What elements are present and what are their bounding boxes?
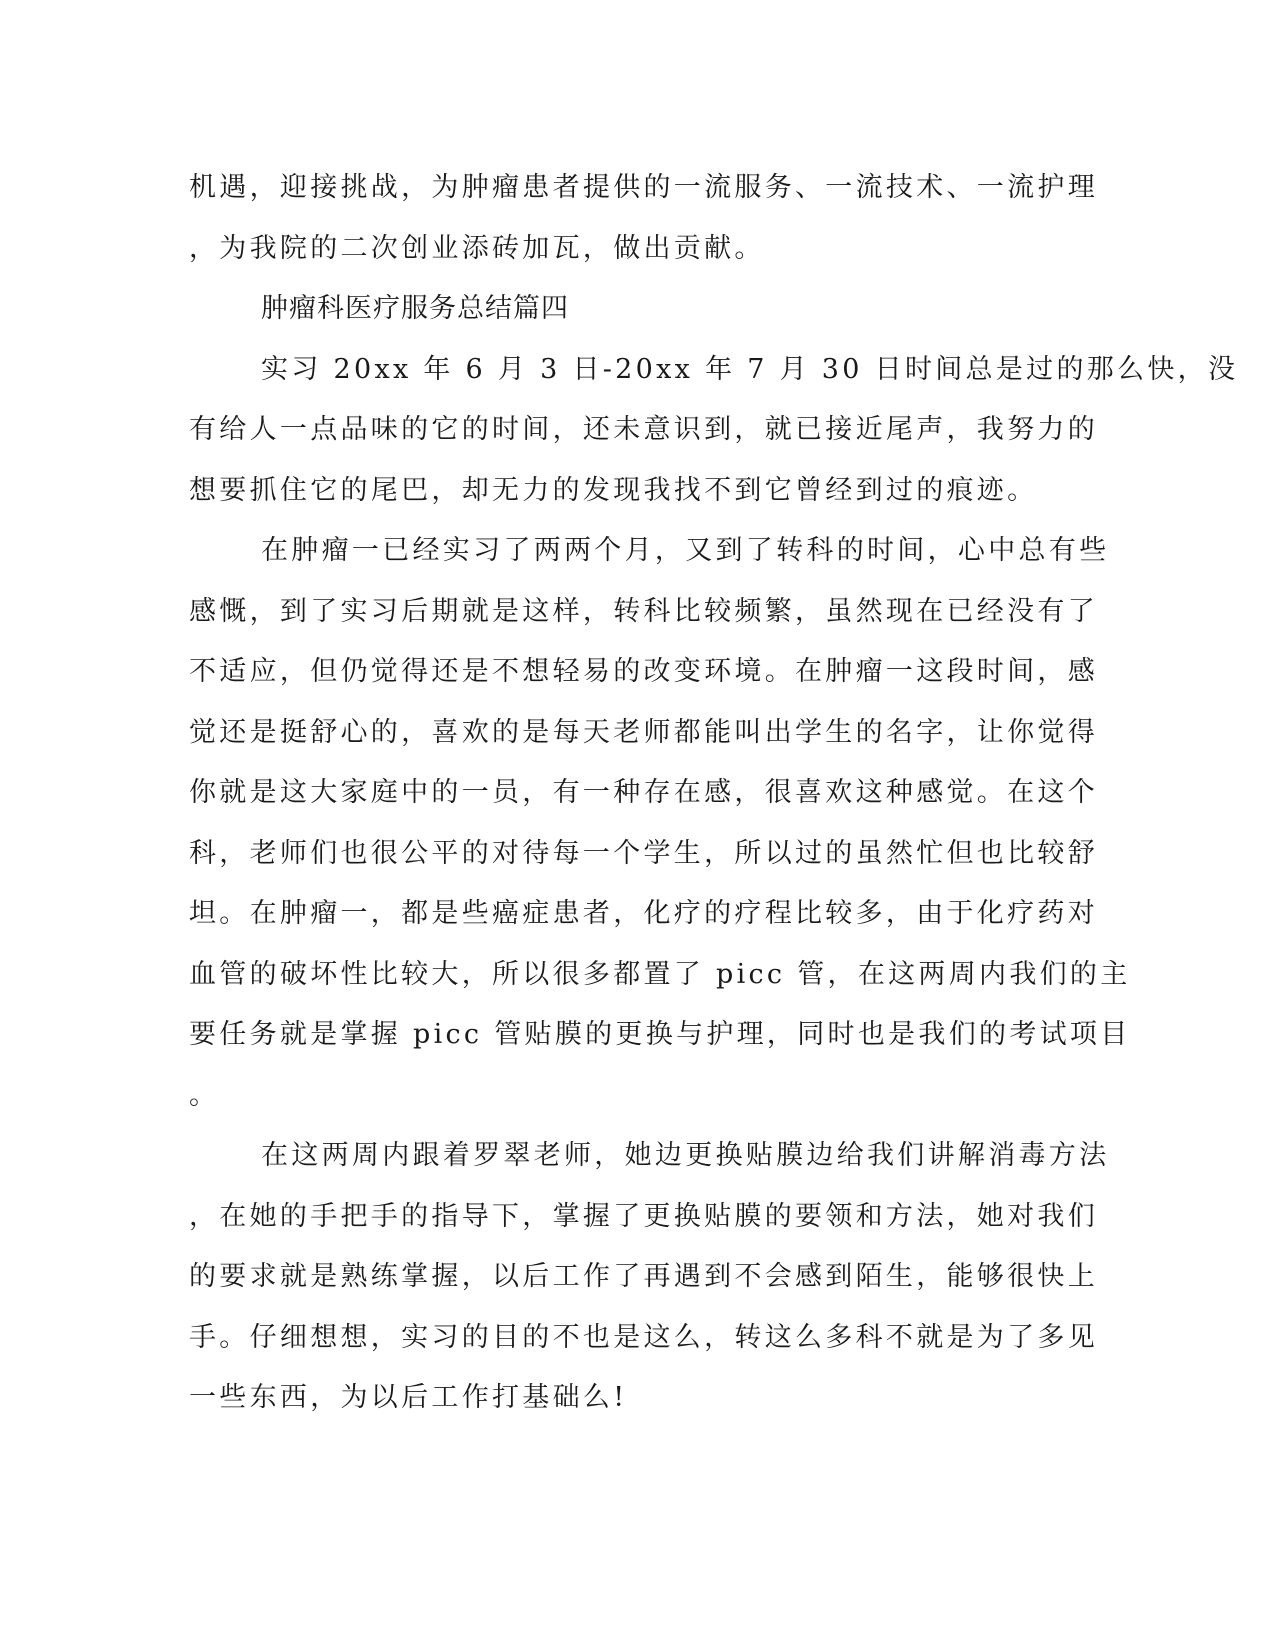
text-line: 一些东西，为以后工作打基础么!: [189, 1382, 628, 1413]
text-line: 要任务就是掌握 picc 管贴膜的更换与护理，同时也是我们的考试项目: [189, 1019, 1131, 1050]
text-line: 机遇，迎接挑战，为肿瘤患者提供的一流服务、一流技术、一流护理: [189, 172, 1098, 203]
text-line: 科，老师们也很公平的对待每一个学生，所以过的虽然忙但也比较舒: [189, 837, 1098, 869]
text-line: 有给人一点品味的它的时间，还未意识到，就已接近尾声，我努力的: [189, 414, 1098, 445]
paragraph-first-line: 在肿瘤一已经实习了两两个月，又到了转科的时间，心中总有些: [261, 535, 1110, 566]
text-line: 觉还是挺舒心的，喜欢的是每天老师都能叫出学生的名字，让你觉得: [189, 716, 1098, 748]
text-line: 的要求就是熟练掌握，以后工作了再遇到不会感到陌生，能够很快上: [189, 1261, 1098, 1292]
text-line: 感慨，到了实习后期就是这样，转科比较频繁，虽然现在已经没有了: [189, 595, 1098, 627]
text-line: ，在她的手把手的指导下，掌握了更换贴膜的要领和方法，她对我们: [189, 1200, 1098, 1232]
paragraph-first-line: 实习 20xx 年 6 月 3 日-20xx 年 7 月 30 日时间总是过的那么快，没: [261, 353, 1239, 385]
text-line: 坦。在肿瘤一，都是些癌症患者，化疗的疗程比较多，由于化疗药对: [189, 898, 1098, 929]
paragraph-first-line: 在这两周内跟着罗翠老师，她边更换贴膜边给我们讲解消毒方法: [261, 1140, 1110, 1171]
text-line: 手。仔细想想，实习的目的不也是这么，转这么多科不就是为了多见: [189, 1321, 1098, 1353]
section-heading: 肿瘤科医疗服务总结篇四: [261, 293, 569, 324]
text-line: 。: [189, 1079, 220, 1111]
text-line: 你就是这大家庭中的一员，有一种存在感，很喜欢这种感觉。在这个: [189, 777, 1098, 808]
text-line: ，为我院的二次创业添砖加瓦，做出贡献。: [189, 232, 765, 264]
text-line: 血管的破坏性比较大，所以很多都置了 picc 管，在这两周内我们的主: [189, 958, 1131, 990]
text-line: 想要抓住它的尾巴，却无力的发现我找不到它曾经到过的痕迹。: [189, 474, 1038, 506]
document-body: [189, 158, 1239, 1429]
text-line: 不适应，但仍觉得还是不想轻易的改变环境。在肿瘤一这段时间，感: [189, 656, 1098, 687]
